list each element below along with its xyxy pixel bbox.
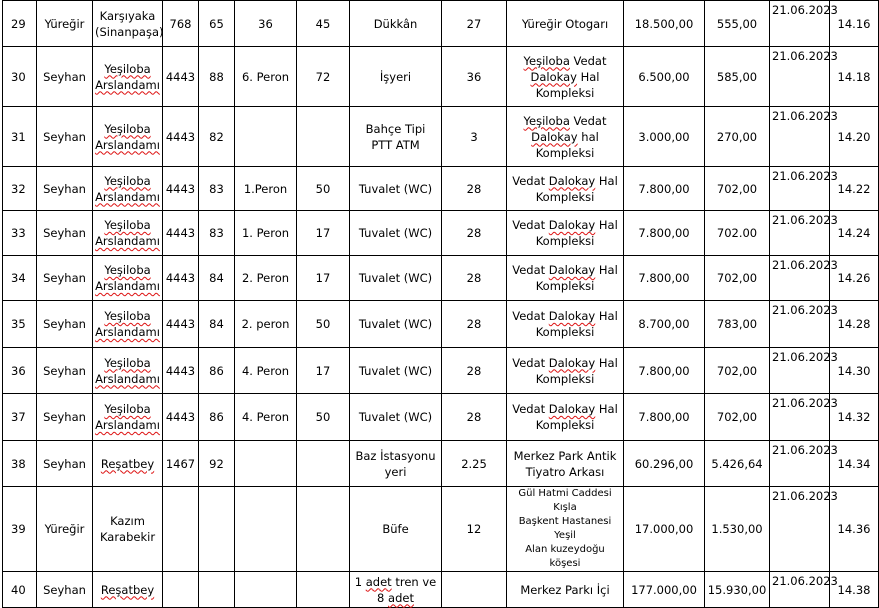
type-cell [350, 167, 442, 211]
neighborhood-cell [93, 167, 163, 211]
area-cell: 50 [297, 301, 350, 348]
table-row [3, 211, 879, 256]
area-cell: 72 [297, 47, 350, 107]
duration-cell: 28 [442, 211, 507, 256]
fee-cell: 15.930,00 [705, 572, 770, 608]
district-cell: Yüreğir [37, 487, 93, 572]
type-cell [350, 441, 442, 487]
platform-cell [235, 487, 297, 572]
block-cell: 4443 [163, 211, 199, 256]
cell-line: Reşatbey [100, 456, 155, 471]
cell-line: Yüreğir Otogarı [521, 16, 609, 31]
fee-cell: 585,00 [705, 47, 770, 107]
district-cell: Seyhan [37, 211, 93, 256]
row-number: 40 [3, 572, 37, 608]
type-cell [350, 1, 442, 47]
type-cell [350, 394, 442, 441]
time-cell: 14.16 [830, 1, 879, 47]
platform-cell: 6. Peron [235, 47, 297, 107]
cell-line: Merkez Park Antik [513, 448, 617, 463]
platform-cell: 2. Peron [235, 256, 297, 301]
cell-line: Merkez Parkı İçi [520, 582, 610, 597]
cell-line: Yeşiloba [104, 173, 151, 188]
parcel-cell: 84 [199, 301, 235, 348]
parcel-cell [199, 487, 235, 572]
cell-line: Yeşiloba [104, 61, 151, 76]
date-cell: 21.06.2023 [770, 394, 830, 441]
date-cell: 21.06.2023 [770, 211, 830, 256]
cell-line: Vedat Dalokay Hal [512, 173, 618, 188]
price-cell: 6.500,00 [624, 47, 705, 107]
cell-line: Vedat Dalokay Hal [512, 355, 618, 370]
cell-line: Dalokay Hal [530, 69, 600, 84]
row-number: 36 [3, 348, 37, 394]
parcel-cell: 83 [199, 211, 235, 256]
price-cell: 7.800,00 [624, 256, 705, 301]
parcel-cell: 83 [199, 167, 235, 211]
cell-line: Arslandamı [95, 77, 160, 92]
time-cell: 14.22 [830, 167, 879, 211]
neighborhood-cell [93, 1, 163, 47]
cell-line: Kompleksi [535, 234, 595, 248]
cell-line: Yeşiloba Vedat [523, 113, 607, 128]
cell-line: Kompleksi [535, 325, 595, 339]
cell-line: Karabekir [99, 530, 156, 544]
cell-line: Arslandamı [95, 325, 160, 339]
row-number: 29 [3, 1, 37, 47]
cell-line: Arslandamı [95, 418, 160, 432]
platform-cell: 2. peron [235, 301, 297, 348]
neighborhood-cell [93, 348, 163, 394]
area-cell [297, 441, 350, 487]
time-cell: 14.28 [830, 301, 879, 348]
time-cell: 14.32 [830, 394, 879, 441]
parcel-cell [199, 572, 235, 608]
fee-cell: 702,00 [705, 256, 770, 301]
location-cell [507, 301, 624, 348]
type-cell [350, 301, 442, 348]
district-cell: Seyhan [37, 301, 93, 348]
platform-cell: 36 [235, 1, 297, 47]
cell-line: Arslandamı [95, 371, 160, 386]
type-cell [350, 348, 442, 394]
fee-cell: 555,00 [705, 1, 770, 47]
cell-line: Büfe [382, 522, 409, 536]
fee-cell: 270,00 [705, 107, 770, 167]
location-cell [507, 441, 624, 487]
cell-line: Tuvalet (WC) [358, 410, 433, 424]
date-cell: 21.06.2023 [770, 441, 830, 487]
table-row [3, 47, 879, 107]
district-cell: Yüreğir [37, 1, 93, 47]
table-body [3, 1, 879, 608]
cell-line: Tiyatro Arkası [525, 464, 605, 479]
price-cell: 7.800,00 [624, 211, 705, 256]
block-cell: 4443 [163, 394, 199, 441]
platform-cell: 4. Peron [235, 394, 297, 441]
row-number: 34 [3, 256, 37, 301]
auction-table [2, 0, 879, 608]
type-cell [350, 211, 442, 256]
time-cell: 14.38 [830, 572, 879, 608]
neighborhood-cell [93, 256, 163, 301]
platform-cell [235, 572, 297, 608]
time-cell: 14.36 [830, 487, 879, 572]
fee-cell: 5.426,64 [705, 441, 770, 487]
cell-line: Yeşiloba [104, 355, 151, 370]
location-cell [507, 211, 624, 256]
block-cell: 4443 [163, 167, 199, 211]
table-row [3, 301, 879, 348]
neighborhood-cell [93, 301, 163, 348]
neighborhood-cell [93, 107, 163, 167]
location-cell [507, 167, 624, 211]
price-cell: 177.000,00 [624, 572, 705, 608]
location-cell [507, 47, 624, 107]
parcel-cell: 82 [199, 107, 235, 167]
neighborhood-cell [93, 572, 163, 608]
date-cell: 21.06.2023 [770, 348, 830, 394]
location-cell [507, 107, 624, 167]
cell-line: Arslandamı [95, 279, 160, 293]
row-number: 35 [3, 301, 37, 348]
table-row [3, 167, 879, 211]
platform-cell: 1. Peron [235, 211, 297, 256]
location-cell [507, 487, 624, 572]
neighborhood-cell [93, 441, 163, 487]
time-cell: 14.20 [830, 107, 879, 167]
row-number: 33 [3, 211, 37, 256]
cell-line: 1 adet tren ve [354, 574, 437, 589]
cell-line: Yeşiloba Vedat [523, 53, 607, 68]
cell-line: Tuvalet (WC) [358, 226, 433, 240]
area-cell: 17 [297, 211, 350, 256]
cell-line: Vedat Dalokay Hal [512, 263, 618, 277]
cell-line: Kompleksi [535, 145, 595, 160]
duration-cell: 3 [442, 107, 507, 167]
area-cell: 50 [297, 394, 350, 441]
district-cell: Seyhan [37, 394, 93, 441]
block-cell: 4443 [163, 348, 199, 394]
cell-line: Yeşiloba [104, 309, 151, 323]
area-cell: 17 [297, 348, 350, 394]
duration-cell: 28 [442, 167, 507, 211]
cell-line: Kompleksi [535, 279, 595, 293]
location-cell [507, 572, 624, 608]
fee-cell: 783,00 [705, 301, 770, 348]
table-row [3, 572, 879, 608]
district-cell: Seyhan [37, 348, 93, 394]
cell-line: Bahçe Tipi [365, 121, 426, 136]
parcel-cell: 86 [199, 348, 235, 394]
table-row [3, 441, 879, 487]
duration-cell: 28 [442, 256, 507, 301]
cell-line: Alan kuzeydoğu köşesi [525, 544, 605, 569]
parcel-cell: 88 [199, 47, 235, 107]
table-row [3, 107, 879, 167]
area-cell: 50 [297, 167, 350, 211]
neighborhood-cell [93, 211, 163, 256]
cell-line: 8 adet [377, 590, 414, 605]
price-cell: 60.296,00 [624, 441, 705, 487]
cell-line: Kompleksi [535, 418, 595, 432]
block-cell: 1467 [163, 441, 199, 487]
cell-line: Kazım [110, 514, 145, 528]
type-cell [350, 107, 442, 167]
price-cell: 8.700,00 [624, 301, 705, 348]
district-cell: Seyhan [37, 167, 93, 211]
cell-line: PTT ATM [371, 137, 420, 152]
cell-line: Vedat Dalokay Hal [512, 309, 618, 323]
fee-cell: 702.00 [705, 211, 770, 256]
block-cell: 768 [163, 1, 199, 47]
duration-cell: 27 [442, 1, 507, 47]
date-cell: 21.06.2023 [770, 487, 830, 572]
cell-line: Arslandamı [95, 137, 160, 152]
cell-line: Gül Hatmi Caddesi Kışla [518, 488, 612, 513]
type-cell [350, 487, 442, 572]
cell-line: Dükkân [373, 16, 418, 31]
district-cell: Seyhan [37, 47, 93, 107]
parcel-cell: 86 [199, 394, 235, 441]
cell-line: Tuvalet (WC) [358, 271, 433, 285]
cell-line: Karşıyaka [99, 8, 156, 23]
table-row [3, 1, 879, 47]
row-number: 31 [3, 107, 37, 167]
cell-line: Yeşiloba [104, 263, 151, 277]
block-cell [163, 572, 199, 608]
fee-cell: 702,00 [705, 394, 770, 441]
neighborhood-cell [93, 487, 163, 572]
duration-cell: 12 [442, 487, 507, 572]
date-cell: 21.06.2023 [770, 47, 830, 107]
table-row [3, 394, 879, 441]
row-number: 38 [3, 441, 37, 487]
cell-line: Kompleksi [535, 85, 595, 100]
parcel-cell: 92 [199, 441, 235, 487]
district-cell: Seyhan [37, 441, 93, 487]
duration-cell: 2.25 [442, 441, 507, 487]
duration-cell: 28 [442, 301, 507, 348]
cell-line: (Sinanpaşa) [95, 24, 164, 39]
price-cell: 17.000,00 [624, 487, 705, 572]
date-cell: 21.06.2023 [770, 107, 830, 167]
time-cell: 14.26 [830, 256, 879, 301]
type-cell [350, 572, 442, 608]
time-cell: 14.30 [830, 348, 879, 394]
platform-cell: 4. Peron [235, 348, 297, 394]
cell-line: Tuvalet (WC) [358, 363, 433, 378]
date-cell: 21.06.2023 [770, 256, 830, 301]
duration-cell: 28 [442, 348, 507, 394]
platform-cell: 1.Peron [235, 167, 297, 211]
cell-line: Tuvalet (WC) [358, 317, 433, 331]
cell-line: Arslandamı [95, 189, 160, 204]
location-cell [507, 348, 624, 394]
block-cell: 4443 [163, 47, 199, 107]
row-number: 39 [3, 487, 37, 572]
area-cell: 45 [297, 1, 350, 47]
price-cell: 7.800,00 [624, 167, 705, 211]
cell-line: Kompleksi [535, 371, 595, 386]
cell-line: yeri [384, 464, 407, 479]
area-cell [297, 487, 350, 572]
date-cell: 21.06.2023 [770, 167, 830, 211]
block-cell: 4443 [163, 256, 199, 301]
location-cell [507, 394, 624, 441]
table-row [3, 487, 879, 572]
location-cell [507, 1, 624, 47]
cell-line: Baz İstasyonu [355, 448, 436, 463]
type-cell [350, 256, 442, 301]
district-cell: Seyhan [37, 107, 93, 167]
parcel-cell: 65 [199, 1, 235, 47]
cell-line: Yeşiloba [104, 218, 151, 232]
cell-line: İşyeri [379, 69, 412, 84]
parcel-cell: 84 [199, 256, 235, 301]
fee-cell: 702,00 [705, 167, 770, 211]
neighborhood-cell [93, 47, 163, 107]
table-row [3, 256, 879, 301]
area-cell: 17 [297, 256, 350, 301]
area-cell [297, 107, 350, 167]
price-cell: 7.800,00 [624, 394, 705, 441]
time-cell: 14.34 [830, 441, 879, 487]
type-cell [350, 47, 442, 107]
date-cell: 21.06.2023 [770, 301, 830, 348]
cell-line: Yeşiloba [104, 402, 151, 416]
cell-line: Tuvalet (WC) [358, 181, 433, 196]
duration-cell: 36 [442, 47, 507, 107]
platform-cell [235, 107, 297, 167]
date-cell: 21.06.2023 [770, 1, 830, 47]
cell-line: Başkent Hastanesi Yeşil [518, 516, 612, 541]
cell-line: Arslandamı [95, 234, 160, 248]
cell-line: Vedat Dalokay Hal [512, 402, 618, 416]
fee-cell: 1.530,00 [705, 487, 770, 572]
price-cell: 3.000,00 [624, 107, 705, 167]
row-number: 30 [3, 47, 37, 107]
date-cell: 21.06.2023 [770, 572, 830, 608]
price-cell: 7.800,00 [624, 348, 705, 394]
cell-line: Reşatbey [100, 582, 155, 597]
cell-line: Kompleksi [535, 189, 595, 204]
neighborhood-cell [93, 394, 163, 441]
platform-cell [235, 441, 297, 487]
fee-cell: 702,00 [705, 348, 770, 394]
district-cell: Seyhan [37, 572, 93, 608]
cell-line: Yeşiloba [104, 121, 151, 136]
cell-line: Dalokay hal [531, 129, 599, 144]
district-cell: Seyhan [37, 256, 93, 301]
block-cell: 4443 [163, 107, 199, 167]
duration-cell [442, 572, 507, 608]
time-cell: 14.18 [830, 47, 879, 107]
time-cell: 14.24 [830, 211, 879, 256]
location-cell [507, 256, 624, 301]
block-cell [163, 487, 199, 572]
cell-line: Vedat Dalokay Hal [512, 218, 618, 232]
price-cell: 18.500,00 [624, 1, 705, 47]
block-cell: 4443 [163, 301, 199, 348]
row-number: 32 [3, 167, 37, 211]
table-row [3, 348, 879, 394]
area-cell [297, 572, 350, 608]
row-number: 37 [3, 394, 37, 441]
duration-cell: 28 [442, 394, 507, 441]
